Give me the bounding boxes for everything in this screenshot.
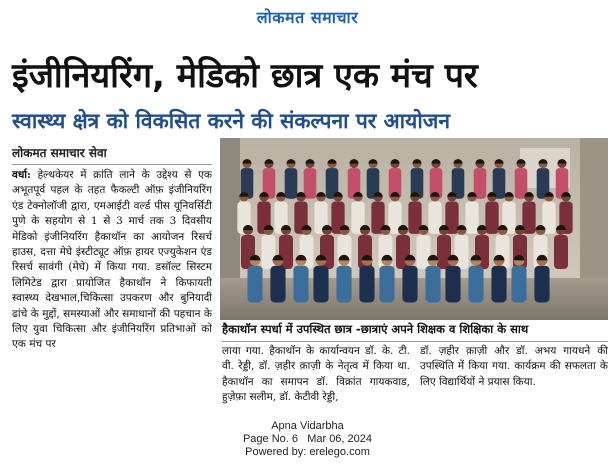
article-headline: इंजीनियरिंग, मेडिको छात्र एक मंच पर	[12, 56, 478, 96]
dateline-place: वर्धा:	[12, 169, 31, 181]
page-footer	[0, 420, 615, 459]
article-column-right: डॉ. ज़हीर क़ाज़ी और डॉ. अभय गायधने की उपस्थिति में किया गया. कार्यक्रम की सफलता के लिए विद्यार्थियों ने प्रयास किया.	[420, 345, 608, 388]
footer-powered-by: Powered by: erelego.com	[245, 446, 370, 458]
footer-date: Mar 06, 2024	[307, 433, 373, 445]
article-subheadline: स्वास्थ्य क्षेत्र को विकसित करने की संकल्पना पर आयोजन	[12, 109, 450, 133]
group-photo-illustration	[220, 138, 608, 320]
footer-page: Page No. 6	[242, 433, 299, 445]
article-column-left	[12, 168, 212, 414]
article-text-left: हेल्थकेयर में क्रांति लाने के उद्देश्य से एक अभूतपूर्व पहल के तहत फैकल्टी ऑफ़ इंजीनियरिंग एंड टेक्नोलॉजी द्वारा, एमआईटी वर्ल्ड पीस यूनिवर्सिटी पुणे के सहयोग से 1 से 3 मार्च तक 3 दिवसीय मेडिको इंजीनियरिंग हैकाथॉन का आयोजन रिसर्च हाउस, दत्ता मेघे इंस्टीट्यूट ऑफ़ हायर एज्युकेशन एंड रिसर्च सावंगी (मेघे) में किया गया. डसॉल्ट सिस्टम लिमिटेड द्वारा प्रायोजित हैकाथॉन ने किफायती स्वास्थ्य देखभाल,चिकित्सा उपकरण और बुनियादी ढांचे के मुद्दों, समस्याओं और समाधानों की पहचान के लिए युवा चिकित्सा और इंजीनियरिंग प्रतिभाओं को एक मंच पर	[12, 169, 212, 351]
footer-publication: Apna Vidarbha	[271, 420, 344, 432]
footer-page-date	[0, 433, 615, 446]
group-photo	[220, 138, 608, 320]
article-column-middle: लाया गया. हैकाथॉन के कार्यान्वयन डॉ. के. टी. वी. रेड्डी, डॉ. ज़हीर क़ाज़ी के नेतृत्व में किया था. हैकाथॉन का समापन डॉ. विक्रांत गायकवाड, हुज़ेफ़ा सलीम, डॉ. केटीवी रेड्डी,	[222, 345, 410, 404]
masthead-logo: लोकमत समाचार	[256, 8, 359, 27]
byline: लोकमत समाचार सेवा	[12, 144, 212, 165]
photo-caption: हैकाथॉन स्पर्धा में उपस्थित छात्र -छात्राएं अपने शिक्षक व शिक्षिका के साथ	[222, 322, 608, 342]
